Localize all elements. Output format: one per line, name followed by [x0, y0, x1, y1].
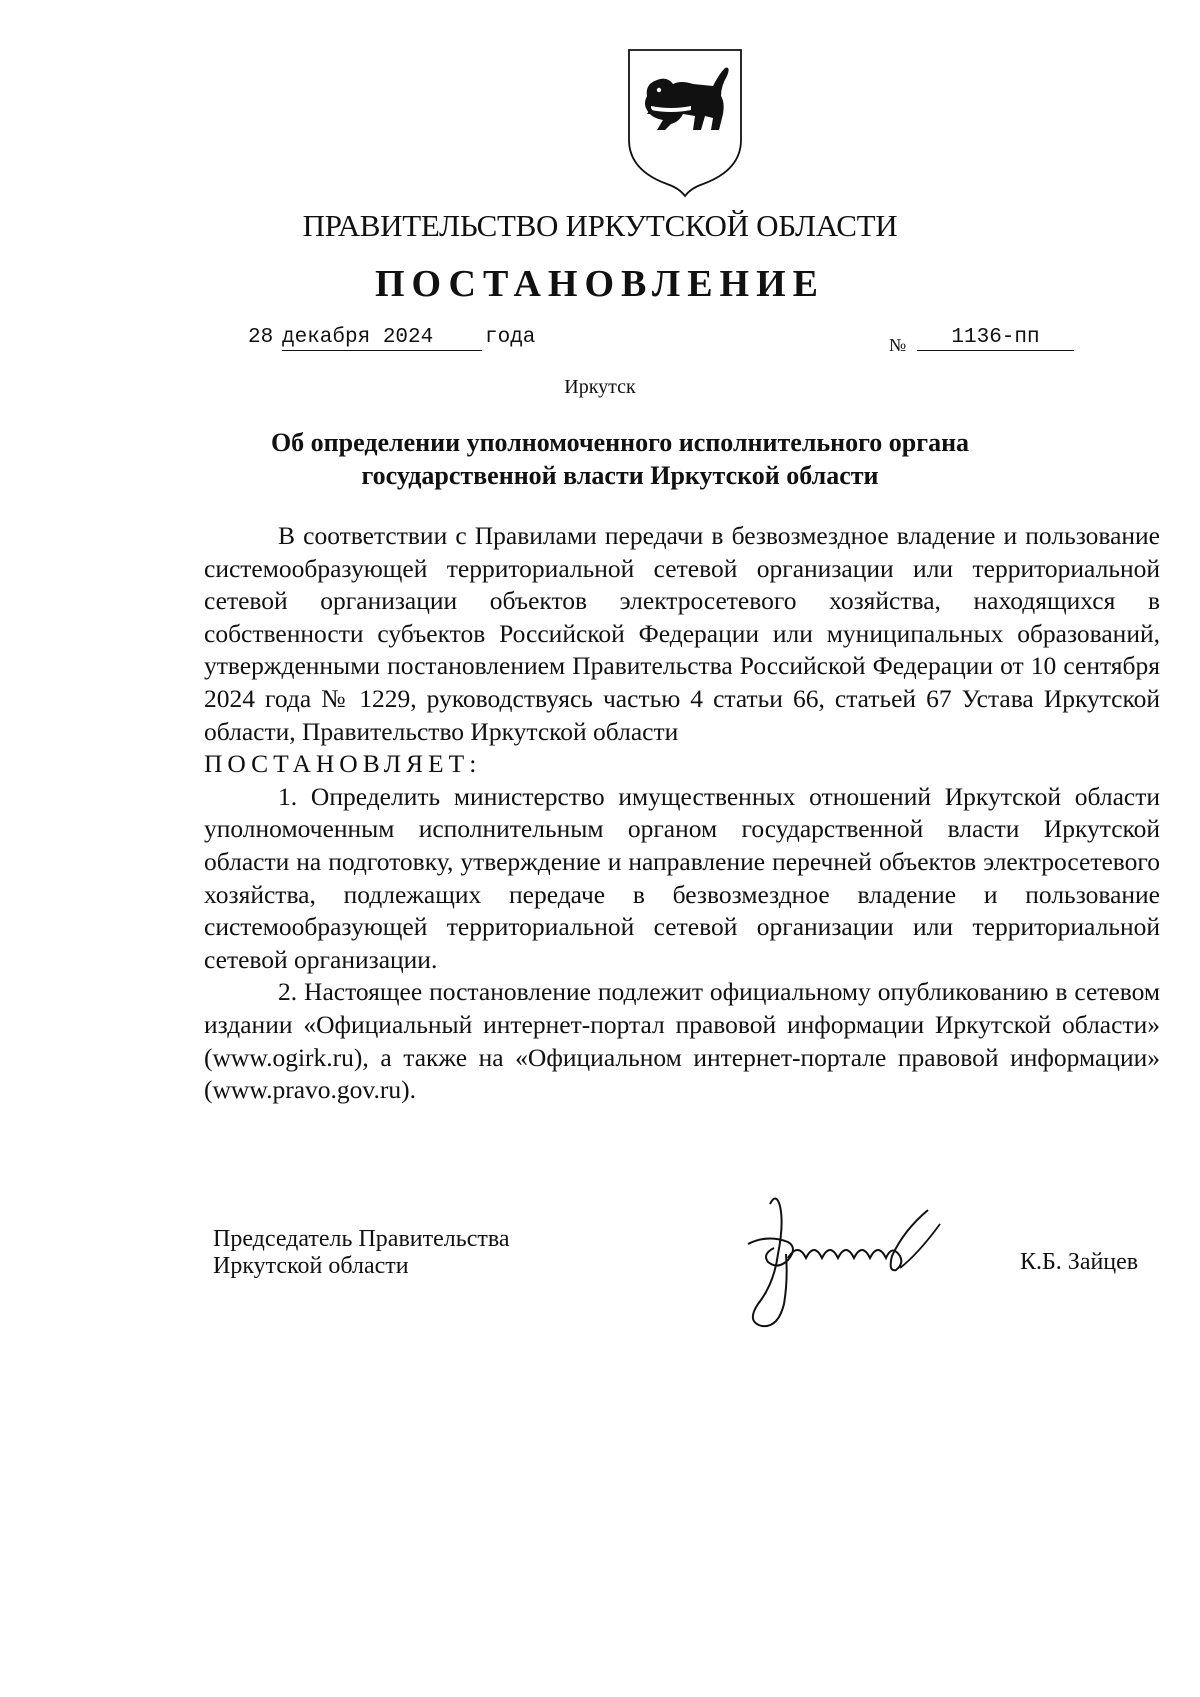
- preamble-paragraph: В соответствии с Правилами передачи в безвозмездное владение и пользование системообразующей территориальной сетевой организации или территориальной сетевой организации объектов электросетевого хозяйства, находящихся в собственности субъектов Российской Федерации или муниципальных образований, утвержденными постановлением Правительства Российской Федерации от 10 сентября 2024 года № 1229, руководствуясь частью 4 статьи 66, статьей 67 Устава Иркутской области, Правительство Иркутской области: [204, 521, 1160, 746]
- signer-position-line-2: Иркутской области: [213, 1253, 409, 1279]
- resolve-word: ПОСТАНОВЛЯЕТ:: [204, 749, 482, 779]
- handwritten-signature-icon: [728, 1184, 968, 1334]
- coat-of-arms-icon: [621, 44, 749, 200]
- date-word: года: [485, 326, 536, 349]
- city: Иркутск: [564, 376, 636, 398]
- document-type: ПОСТАНОВЛЕНИЕ: [374, 263, 826, 305]
- item-2-paragraph: 2. Настоящее постановление подлежит официальному опубликованию в сетевом издании «Официальный интернет-портал правовой информации Иркутской области» (www.ogirk.ru), а также на «Официальном интернет-портале правовой информации» (www.pravo.gov.ru).: [204, 977, 1160, 1105]
- title-line-1: Об определении уполномоченного исполнительного органа: [270, 428, 970, 457]
- document-title: [200, 426, 1040, 492]
- document-number: 1136-пп: [917, 326, 1074, 351]
- signer-name: К.Б. Зайцев: [1020, 1249, 1139, 1275]
- authority-name: ПРАВИТЕЛЬСТВО ИРКУТСКОЙ ОБЛАСТИ: [302, 208, 898, 243]
- signer-position-line-1: Председатель Правительства: [213, 1226, 510, 1252]
- title-line-2: государственной власти Иркутской области: [361, 461, 879, 490]
- number-sign: №: [889, 335, 907, 355]
- signer-position: [213, 1226, 510, 1280]
- document-body: [204, 520, 1160, 1107]
- date-month-year: декабря 2024: [282, 326, 482, 351]
- date-day: 28: [248, 326, 274, 349]
- item-1-paragraph: 1. Определить министерство имущественных отношений Иркутской области уполномоченным исполнительным органом государственной власти Иркутской области на подготовку, утверждение и направление перечней объектов электросетевого хозяйства, подлежащих передаче в безвозмездное владение и пользование системообразующей территориальной сетевой организации или территориальной сетевой организации.: [204, 781, 1160, 974]
